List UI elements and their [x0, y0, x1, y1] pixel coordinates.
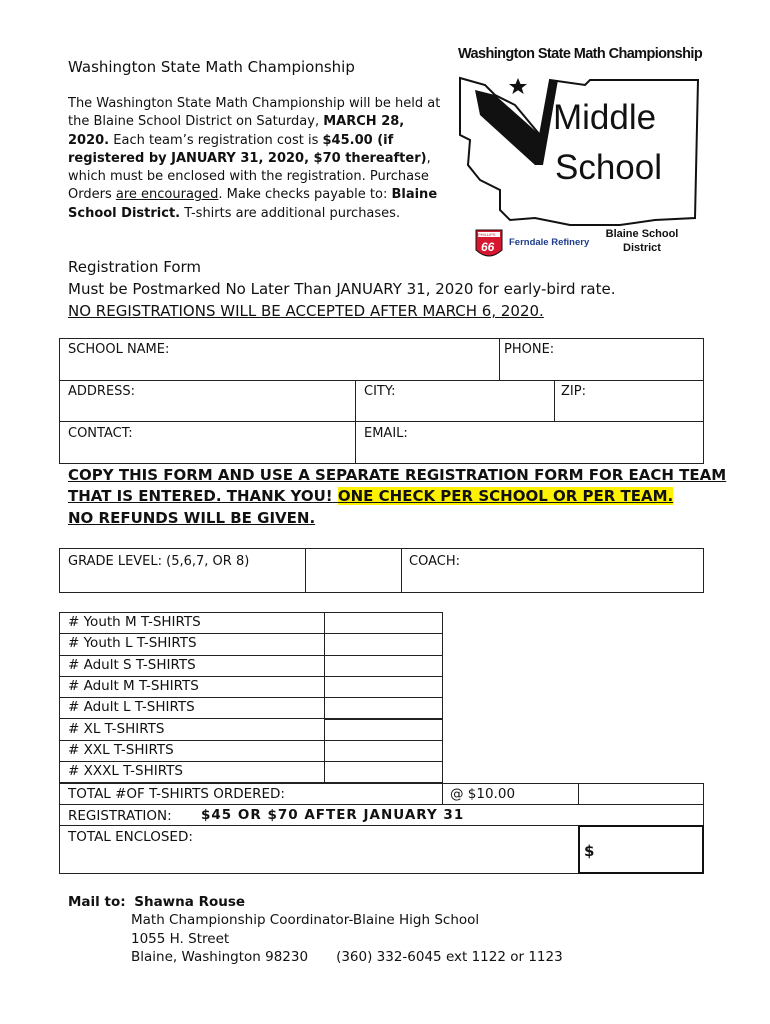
intro-paragraph: The Washington State Math Championship will be held at the Blaine School District on Saturday, MARCH 28, 2020. Each team’s registration cost is $45.00 (if registered by JANUARY 31, 2020, $70 thereafter), which must be enclosed with the registration. Purchase Orders are encouraged. Make checks payable to: Blaine School District. T-shirts are additional purchases. [68, 96, 441, 221]
registration-title: Registration Form [68, 258, 202, 276]
tshirt-qty-input[interactable] [324, 740, 443, 762]
tshirt-row-label: # Adult M T-SHIRTS [68, 677, 199, 694]
tshirt-row-label: # Youth M T-SHIRTS [68, 614, 201, 630]
phone-label: PHONE: [504, 342, 555, 357]
tshirt-qty-input[interactable] [324, 612, 443, 634]
total-shirts-label: TOTAL #OF T-SHIRTS ORDERED: [68, 786, 285, 802]
tshirt-row-label: # XL T-SHIRTS [68, 720, 165, 737]
grade-level-input[interactable] [305, 548, 402, 593]
contact-label: CONTACT: [68, 426, 133, 441]
total-enclosed-label: TOTAL ENCLOSED: [68, 829, 193, 845]
tshirt-qty-input[interactable] [324, 761, 443, 783]
tshirt-qty-input[interactable] [324, 633, 443, 655]
enclosed-divider [59, 825, 579, 826]
tshirt-row-label: # Adult L T-SHIRTS [68, 699, 195, 716]
final-deadline: NO REGISTRATIONS WILL BE ACCEPTED AFTER MARCH 6, 2020. [68, 302, 544, 320]
shirt-price: @ $10.00 [450, 786, 516, 802]
logo-middle: Middle [553, 98, 657, 137]
dollar-sign: $ [584, 842, 595, 860]
logo-school: School [555, 148, 663, 187]
total-shirts-amount[interactable] [578, 783, 704, 805]
total-enclosed-amount[interactable] [578, 825, 704, 874]
registration-fee: $45 OR $70 AFTER JANUARY 31 [201, 807, 465, 823]
coach-label: COACH: [409, 554, 460, 569]
email-label: EMAIL: [364, 426, 408, 441]
tshirt-row-label: # XXL T-SHIRTS [68, 741, 174, 758]
zip-label: ZIP: [561, 384, 586, 399]
sponsor-name: Ferndale Refinery [509, 237, 590, 248]
district-name: Blaine School District [605, 228, 679, 254]
tshirt-qty-input[interactable] [324, 676, 443, 698]
intro-title: Washington State Math Championship [68, 58, 355, 76]
mailing-address: Mail to: Shawna Rouse Math Championship Coordinator-Blaine High School 1055 H. Street Blaine, Washington 98230 (360) 332-6045 ext 1122 or 1123 [68, 894, 563, 965]
grade-level-label: GRADE LEVEL: (5,6,7, OR 8) [68, 554, 250, 569]
notice-line-1: COPY THIS FORM AND USE A SEPARATE REGISTRATION FORM FOR EACH TEAM [68, 466, 727, 484]
notice-line-3: NO REFUNDS WILL BE GIVEN. [68, 509, 316, 527]
notice-line-2: THAT IS ENTERED. THANK YOU! ONE CHECK PER SCHOOL OR PER TEAM. [68, 487, 674, 505]
star-icon [509, 78, 527, 94]
tshirt-row-label: # Youth L T-SHIRTS [68, 635, 197, 652]
sponsor-badge-num: 66 [481, 240, 495, 254]
registration-label: REGISTRATION: [68, 808, 172, 824]
tshirt-qty-input[interactable] [324, 697, 443, 719]
logo-title: Washington State Math Championship [458, 46, 703, 62]
address-label: ADDRESS: [68, 384, 136, 399]
sponsor-badge-top: PHILLIPS [478, 232, 496, 237]
tshirt-qty-input[interactable] [324, 719, 443, 741]
highlighted-notice: ONE CHECK PER SCHOOL OR PER TEAM. [337, 487, 674, 505]
school-name-label: SCHOOL NAME: [68, 342, 170, 357]
checkmark-shape [475, 80, 558, 165]
tshirt-row-label: # XXXL T-SHIRTS [68, 763, 183, 780]
tshirt-qty-input[interactable] [324, 655, 443, 677]
tshirt-row-label: # Adult S T-SHIRTS [68, 656, 196, 673]
city-label: CITY: [364, 384, 396, 399]
postmark-deadline: Must be Postmarked No Later Than JANUARY 31, 2020 for early-bird rate. [68, 280, 616, 298]
